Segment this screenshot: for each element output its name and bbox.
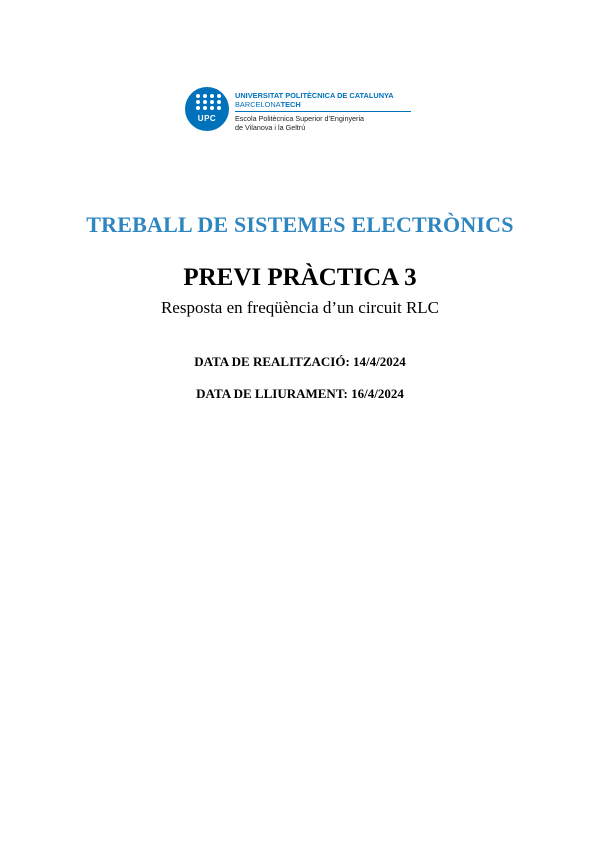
logo-badge-text: UPC	[197, 114, 217, 123]
main-title: PREVI PRÀCTICA 3	[183, 264, 417, 291]
tagline-prefix: BARCELONA	[235, 100, 281, 109]
subtitle: Resposta en freqüència d’un circuit RLC	[160, 298, 440, 317]
logo-divider	[235, 111, 411, 112]
course-title: TREBALL DE SISTEMES ELECTRÒNICS	[86, 212, 514, 237]
logo-dots	[195, 94, 221, 114]
realization-date: DATA DE REALITZACIÓ: 14/4/2024	[194, 354, 406, 369]
logo-text	[235, 91, 425, 132]
university-tagline	[235, 100, 425, 109]
school-name-line2: de Vilanova i la Geltrú	[235, 123, 306, 132]
delivery-date: DATA DE LLIURAMENT: 16/4/2024	[196, 386, 404, 401]
upc-logo	[185, 87, 425, 137]
school-name-line1: Escola Politècnica Superior d’Enginyeria	[235, 114, 365, 123]
upc-badge-icon	[185, 87, 229, 131]
university-name: UNIVERSITAT POLITÈCNICA DE CATALUNYA	[235, 91, 394, 100]
tagline-suffix: TECH	[280, 100, 301, 109]
